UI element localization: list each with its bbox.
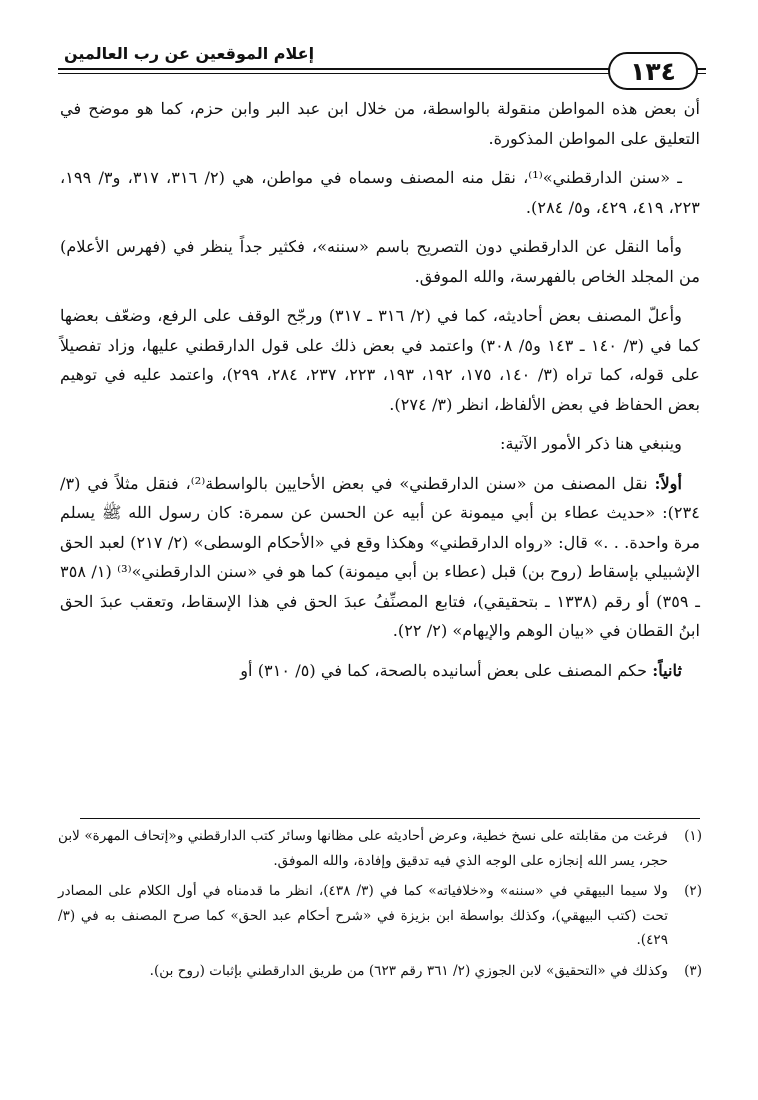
footnote (58, 824, 702, 873)
point-label: ثانياً: (652, 660, 682, 680)
paragraph: وأما النقل عن الدارقطني دون التصريح باسم «سننه»، فكثير جداً ينظر في (فهرس الأعلام) من المجلد الخاص بالفهرسة، والله الموفق. (60, 237, 700, 286)
footnote (58, 879, 702, 953)
main-text (60, 94, 700, 695)
footnote-number: (٢) (684, 883, 702, 899)
footnote-number: (١) (684, 828, 702, 844)
paragraph (60, 656, 700, 686)
paragraph: ـ «سنن الدارقطني»⁽¹⁾، نقل منه المصنف وسماه في مواطن، هي (٢/ ٣١٦، ٣١٧، و٣/ ١٩٩، ٢٢٣، ٤١٩، ٤٢٩، و٥/ ٢٨٤). (60, 168, 700, 217)
point-text: نقل المصنف من «سنن الدارقطني» في بعض الأحايين بالواسطة⁽²⁾، فنقل مثلاً في (٣/ ٢٣٤): «حديث عطاء بن أبي ميمونة عن أبيه عن الحسن عن سمرة: كان رسول الله ﷺ يسلم مرة واحدة. . .» قال: «رواه الدارقطني» وهكذا وقع في «الأحكام الوسطى» (٢/ ٢١٧) لعبد الحق الإشبيلي بإسقاط (روح بن) قبل (عطاء بن أبي ميمونة) كما هو في «سنن الدارقطني»⁽³⁾ (١/ ٣٥٨ ـ ٣٥٩) أو رقم (١٣٣٨ ـ بتحقيقي)، فتابع المصنِّفُ عبدَ الحق في هذا الإسقاط، وتعقب عبدَ الحق ابنُ القطان في «بيان الوهم والإيهام» (٢/ ٢٢). (60, 473, 701, 640)
footnote-text: ولا سيما البيهقي في «سننه» و«خلافياته» كما في (٣/ ٤٣٨)، انظر ما قدمناه في أول الكلام على المصادر تحت (كتب البيهقي)، وكذلك بواسطة ابن بزيزة في «شرح أحكام عبد الحق» كما صرح المصنف به في (٣/ ٤٢٩). (58, 883, 668, 948)
footnotes (58, 824, 702, 989)
paragraph: وينبغي هنا ذكر الأمور الآتية: (499, 434, 682, 453)
footnote-number: (٣) (684, 962, 702, 979)
footnote (58, 959, 702, 984)
running-title: إعلام الموقعين عن رب العالمين (64, 44, 315, 63)
footnote-text: وكذلك في «التحقيق» لابن الجوزي (٢/ ٣٦١ رقم ٦٢٣) من طريق الدارقطني بإثبات (روح بن). (149, 962, 668, 979)
paragraph: أن بعض هذه المواطن منقولة بالواسطة، من خلال ابن عبد البر وابن حزم، كما هو موضح في التعليق على المواطن المذكورة. (60, 99, 700, 148)
point-label: أولاً: (654, 473, 682, 493)
paragraph: وأعلّ المصنف بعض أحاديثه، كما في (٢/ ٣١٦ ـ ٣١٧) ورجّح الوقف على الرفع، وضعّف بعضها كما في (٣/ ١٤٠ ـ ١٤٣ و٥/ ٣٠٨) واعتمد في بعض ذلك على قول الدارقطني عليها، وزاد تفصيلاً على قوله، كما تراه (٣/ ١٤٠، ١٧٥، ١٩٢، ١٩٣، ٢٢٣، ٢٣٧، ٢٨٤، ٢٩٩)، واعتمد عليه في توهيم بعض الحفاظ في بعض الألفاظ، انظر (٣/ ٢٧٤). (60, 306, 700, 414)
point-text: حكم المصنف على بعض أسانيده بالصحة، كما في (٥/ ٣١٠) أو (240, 660, 653, 680)
page-header (58, 40, 706, 100)
paragraph (60, 469, 700, 646)
footnote-text: فرغت من مقابلته على نسخ خطية، وعرض أحاديثه على مظانها وسائر كتب الدارقطني و«إتحاف المهرة» لابن حجر، يسر الله إنجازه على الوجه الذي فيه تدقيق وإفادة، والله الموفق. (58, 828, 668, 869)
page-number: ١٣٤ (608, 52, 698, 90)
footnote-separator (80, 818, 700, 819)
